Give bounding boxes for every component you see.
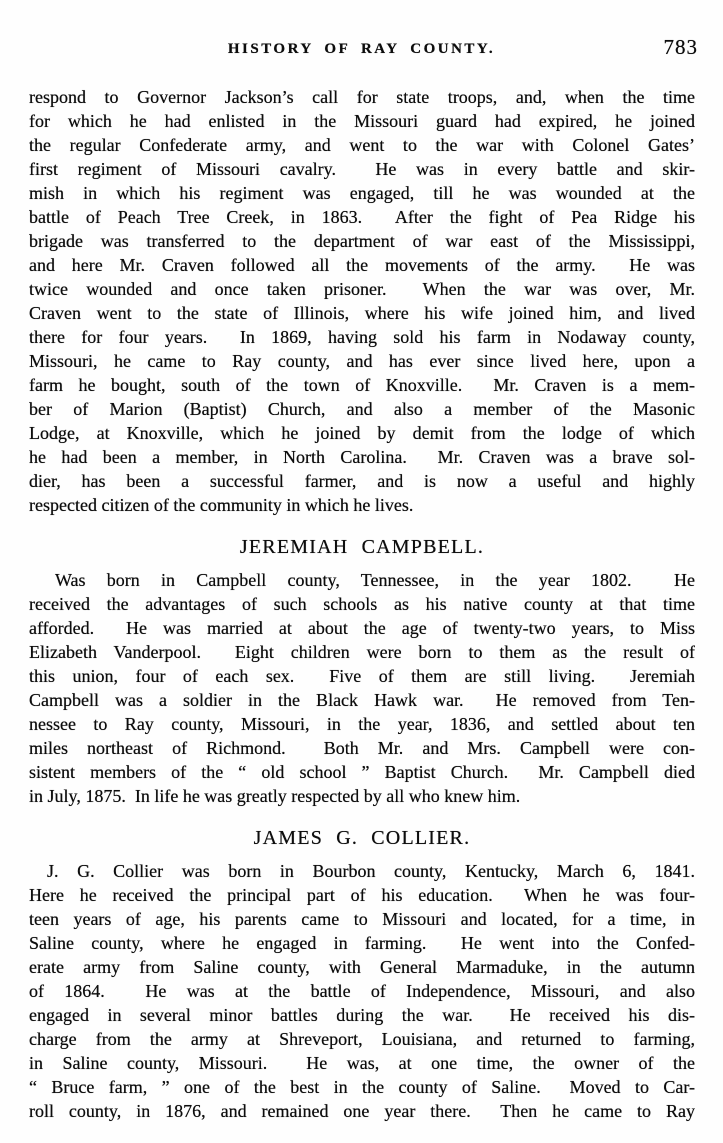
text-line: Here he received the principal part of his education. When he was four-	[29, 885, 695, 905]
text-line: teen years of age, his parents came to Missouri and located, for a time, in	[29, 909, 695, 929]
text-line: afforded. He was married at about the age of twenty-two years, to Miss	[29, 618, 695, 638]
text-line: respected citizen of the community in which he lives.	[29, 495, 414, 515]
running-header: HISTORY OF RAY COUNTY.	[227, 41, 496, 57]
text-line: charge from the army at Shreveport, Louisiana, and returned to farming,	[29, 1029, 695, 1049]
paragraph	[29, 859, 695, 1123]
text-line: Lodge, at Knoxville, which he joined by demit from the lodge of which	[29, 423, 695, 443]
text-line: Campbell was a soldier in the Black Hawk war. He removed from Ten-	[29, 690, 695, 710]
text-line: nessee to Ray county, Missouri, in the year, 1836, and settled about ten	[29, 714, 695, 734]
text-line: for which he had enlisted in the Missouri guard had expired, he joined	[29, 111, 695, 131]
page-body	[29, 85, 695, 1123]
section-heading: JEREMIAH CAMPBELL.	[239, 536, 485, 558]
text-line: twice wounded and once taken prisoner. When the war was over, Mr.	[29, 279, 695, 299]
text-line: erate army from Saline county, with General Marmaduke, in the autumn	[29, 957, 695, 977]
section-heading: JAMES G. COLLIER.	[253, 827, 471, 849]
text-line: J. G. Collier was born in Bourbon county, Kentucky, March 6, 1841.	[47, 861, 695, 881]
text-line: respond to Governor Jackson’s call for state troops, and, when the time	[29, 87, 695, 107]
text-line: sistent members of the “ old school ” Baptist Church. Mr. Campbell died	[29, 762, 695, 782]
text-line: and here Mr. Craven followed all the movements of the army. He was	[29, 255, 695, 275]
text-line: ber of Marion (Baptist) Church, and also a member of the Masonic	[29, 399, 695, 419]
text-line: there for four years. In 1869, having sold his farm in Nodaway county,	[29, 327, 695, 347]
text-line: first regiment of Missouri cavalry. He was in every battle and skir-	[29, 159, 695, 179]
page-number: 783	[663, 35, 698, 59]
text-line: Saline county, where he engaged in farming. He went into the Confed-	[29, 933, 695, 953]
text-line: mish in which his regiment was engaged, till he was wounded at the	[29, 183, 695, 203]
text-line: farm he bought, south of the town of Knoxville. Mr. Craven is a mem-	[29, 375, 695, 395]
text-line: the regular Confederate army, and went to the war with Colonel Gates’	[29, 135, 695, 155]
text-line: in July, 1875. In life he was greatly respected by all who knew him.	[29, 786, 521, 806]
text-line: engaged in several minor battles during the war. He received his dis-	[29, 1005, 695, 1025]
text-line: dier, has been a successful farmer, and is now a useful and highly	[29, 471, 695, 491]
text-line: Elizabeth Vanderpool. Eight children were born to them as the result of	[29, 642, 695, 662]
text-line: roll county, in 1876, and remained one year there. Then he came to Ray	[29, 1101, 695, 1121]
text-line: Was born in Campbell county, Tennessee, in the year 1802. He	[55, 570, 695, 590]
text-line: received the advantages of such schools as his native county at that time	[29, 594, 695, 614]
paragraph	[29, 568, 695, 808]
text-line: he had been a member, in North Carolina. Mr. Craven was a brave sol-	[29, 447, 695, 467]
text-line: miles northeast of Richmond. Both Mr. and Mrs. Campbell were con-	[29, 738, 695, 758]
text-line: in Saline county, Missouri. He was, at one time, the owner of the	[29, 1053, 695, 1073]
text-line: Craven went to the state of Illinois, where his wife joined him, and lived	[29, 303, 695, 323]
text-line: of 1864. He was at the battle of Independence, Missouri, and also	[29, 981, 695, 1001]
text-line: Missouri, he came to Ray county, and has ever since lived here, upon a	[29, 351, 695, 371]
text-line: brigade was transferred to the department of war east of the Mississippi,	[29, 231, 695, 251]
text-line: “ Bruce farm, ” one of the best in the county of Saline. Moved to Car-	[29, 1077, 695, 1097]
text-line: this union, four of each sex. Five of them are still living. Jeremiah	[29, 666, 695, 686]
paragraph	[29, 85, 695, 517]
text-line: battle of Peach Tree Creek, in 1863. After the fight of Pea Ridge his	[29, 207, 695, 227]
